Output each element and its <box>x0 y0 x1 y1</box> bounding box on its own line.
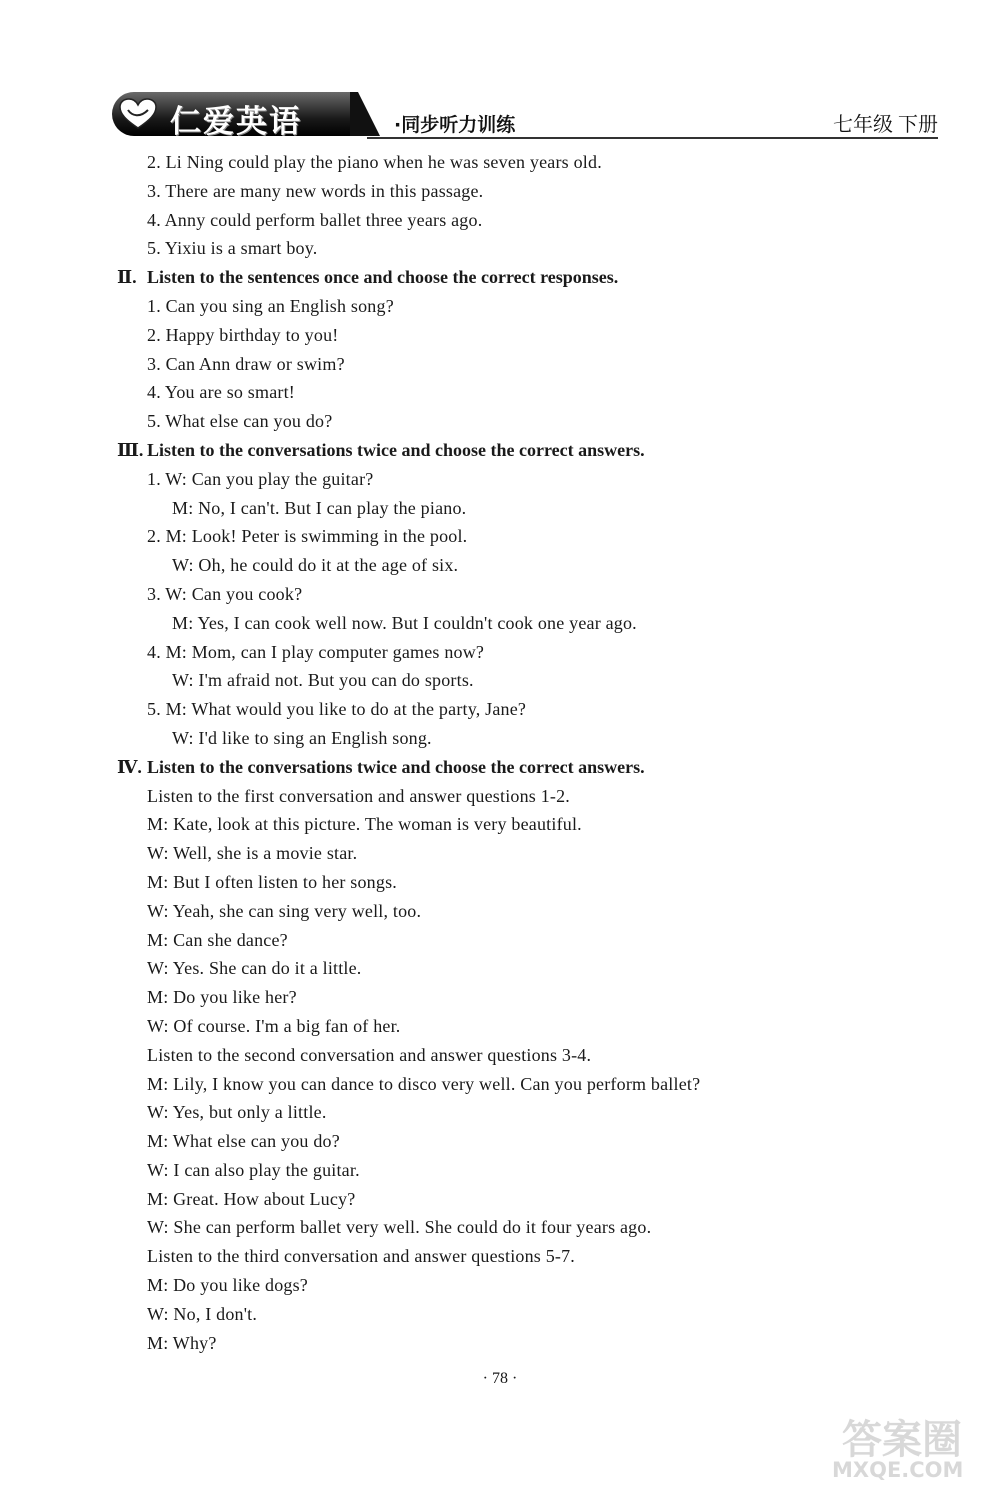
dialogue-line: M: But I often listen to her songs. <box>147 871 397 892</box>
section-title: Listen to the sentences once and choose the correct responses. <box>147 267 619 288</box>
list-item: 4. You are so smart! <box>147 382 295 403</box>
dialogue-line: W: Yeah, she can sing very well, too. <box>147 900 422 921</box>
page-number: · 78 · <box>482 1370 518 1387</box>
list-item: 3. There are many new words in this passage. <box>147 180 484 201</box>
list-item: 4. Anny could perform ballet three years ago. <box>147 209 483 230</box>
dialogue-line: M: Great. How about Lucy? <box>147 1188 356 1209</box>
list-item: 3. Can Ann draw or swim? <box>147 353 345 374</box>
dialogue-line: M: Lily, I know you can dance to disco very well. Can you perform ballet? <box>147 1073 701 1094</box>
dialogue-line: 4. M: Mom, can I play computer games now? <box>147 641 485 662</box>
section-2 <box>117 263 917 436</box>
list-item: 5. Yixiu is a smart boy. <box>147 238 318 259</box>
watermark-logo-text: 答案圈 <box>842 1417 962 1463</box>
dialogue-line: M: No, I can't. But I can play the piano. <box>172 497 467 518</box>
dialogue-line: W: Oh, he could do it at the age of six. <box>172 555 459 576</box>
dialogue-line: W: Yes. She can do it a little. <box>147 958 362 979</box>
dialogue-line: W: Yes, but only a little. <box>147 1102 327 1123</box>
instruction-line: Listen to the third conversation and answer questions 5-7. <box>147 1246 576 1267</box>
section-title: Listen to the conversations twice and choose the correct answers. <box>147 756 645 777</box>
dialogue-line: W: No, I don't. <box>147 1303 258 1324</box>
section-numeral: Ⅳ. <box>117 756 142 777</box>
dialogue-line: M: Kate, look at this picture. The woman is very beautiful. <box>147 814 582 835</box>
heart-icon <box>118 98 158 130</box>
dialogue-line: W: She can perform ballet very well. She could do it four years ago. <box>147 1217 652 1238</box>
section-3 <box>117 436 917 753</box>
section-heading <box>117 753 917 782</box>
watermark-url: MXQE.COM <box>832 1458 964 1482</box>
logo-text: 仁爱英语 <box>170 104 302 140</box>
series-title: ·同步听力训练 <box>394 114 516 136</box>
section-4 <box>117 753 917 1358</box>
page-header <box>112 92 938 142</box>
list-item: 1. Can you sing an English song? <box>147 295 394 316</box>
dialogue-line: W: I'm afraid not. But you can do sports. <box>172 670 474 691</box>
header-divider <box>367 137 938 139</box>
dialogue-line: M: What else can you do? <box>147 1131 340 1152</box>
list-item: 5. What else can you do? <box>147 411 333 432</box>
instruction-line: Listen to the second conversation and answer questions 3-4. <box>147 1044 592 1065</box>
dialogue-line: M: Yes, I can cook well now. But I couldn't cook one year ago. <box>172 612 637 633</box>
list-item: 2. Li Ning could play the piano when he was seven years old. <box>147 152 602 172</box>
dialogue-line: 3. W: Can you cook? <box>147 583 303 604</box>
watermark <box>832 1408 982 1486</box>
section-heading <box>117 263 917 292</box>
dialogue-line: 2. M: Look! Peter is swimming in the pool. <box>147 526 468 547</box>
section-1-tail <box>117 148 917 263</box>
dialogue-line: W: Of course. I'm a big fan of her. <box>147 1015 401 1036</box>
dialogue-line: W: I can also play the guitar. <box>147 1159 360 1180</box>
section-heading <box>117 436 917 465</box>
section-numeral: Ⅱ. <box>117 267 137 288</box>
page-content <box>117 148 917 1357</box>
grade-label: 七年级 下册 <box>833 114 938 136</box>
dialogue-line: M: Why? <box>147 1332 217 1353</box>
section-numeral: Ⅲ. <box>117 439 144 460</box>
dialogue-line: W: I'd like to sing an English song. <box>172 727 432 748</box>
series-logo <box>112 92 357 140</box>
list-item: 2. Happy birthday to you! <box>147 324 339 345</box>
dialogue-line: M: Do you like her? <box>147 987 297 1008</box>
instruction-line: Listen to the first conversation and answer questions 1-2. <box>147 785 571 806</box>
logo-wedge-decoration <box>350 92 380 136</box>
dialogue-line: M: Can she dance? <box>147 929 288 950</box>
dialogue-line: 5. M: What would you like to do at the party, Jane? <box>147 699 527 720</box>
dialogue-line: 1. W: Can you play the guitar? <box>147 468 374 489</box>
dialogue-line: M: Do you like dogs? <box>147 1275 308 1296</box>
dialogue-line: W: Well, she is a movie star. <box>147 843 358 864</box>
section-title: Listen to the conversations twice and choose the correct answers. <box>147 439 645 460</box>
